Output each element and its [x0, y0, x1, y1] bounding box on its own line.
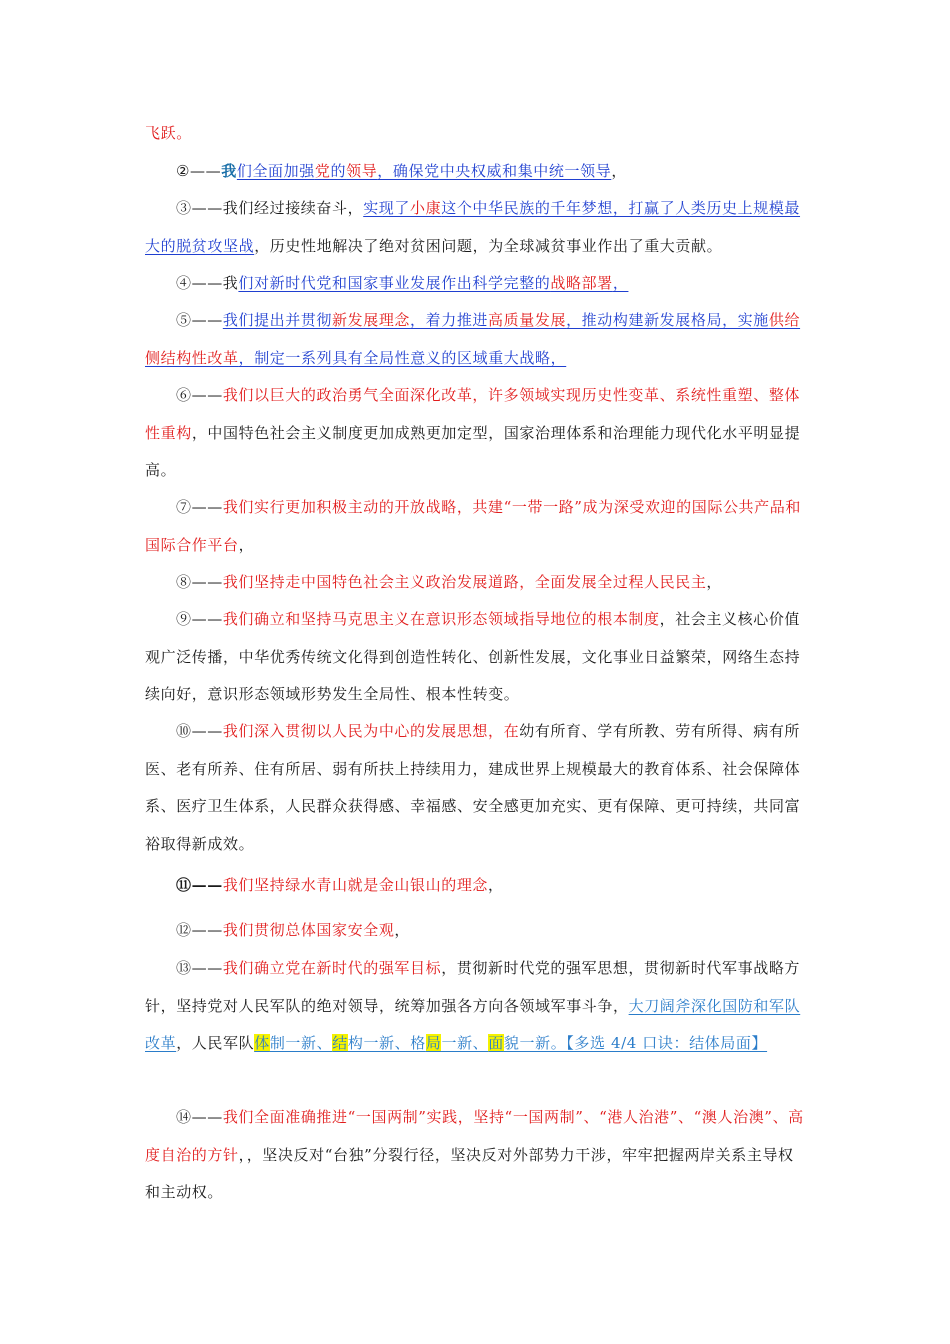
- paragraph-6: [145, 377, 807, 490]
- paragraph-4: [145, 265, 807, 303]
- item-number: ⑫——: [176, 921, 223, 939]
- paragraph-3: [145, 190, 807, 265]
- text-span: 构一新、格: [347, 1034, 426, 1052]
- item-number: ⑪——: [176, 876, 223, 894]
- paragraph-9: [145, 601, 807, 714]
- text-span: 我: [221, 162, 237, 180]
- text-span: ，: [238, 535, 255, 554]
- item-number: ⑦——: [176, 498, 223, 516]
- text-span: 幼有所育、学有所教、劳有所得、病有所医、老有所养、住有所居、弱有所扶上持续用力，建成世界上规模最大的教育体系、社会保障体系、医疗卫生体系，人民群众获得感、幸福感、安全感更加充实、更有保障、更可持续，共同富裕取得新成效。: [145, 722, 801, 853]
- text-span: 我们深入贯彻以人民为中心的发展思想，在: [222, 722, 520, 740]
- text-span: 党: [314, 162, 331, 180]
- paragraph-10: [145, 713, 807, 863]
- text-span: ，确保党中央权威和集中统一领导: [377, 162, 612, 180]
- text-span: 新发展理念: [332, 311, 411, 329]
- text-span: 实现了: [363, 199, 411, 217]
- highlight-mnemonic: 体: [254, 1034, 270, 1052]
- paragraph-7: [145, 489, 807, 564]
- item-number: ⑭——: [176, 1108, 223, 1126]
- text-span: ，: [612, 274, 629, 292]
- text-span: 们对新时代党和国家事业发展作出科学完整的: [238, 274, 551, 292]
- text-span: 貌一新。【多选 4/4 口诀：结体局面】: [503, 1034, 768, 1052]
- text-span: 我们提出并贯彻: [222, 311, 333, 329]
- text-span: ，: [488, 876, 504, 894]
- paragraph-12: [145, 912, 807, 950]
- text-span: 我们坚持绿水青山就是金山银山的理念: [222, 876, 489, 894]
- paragraph-leap: [145, 115, 807, 153]
- highlight-mnemonic: 结: [332, 1034, 348, 1052]
- text-span: 我们确立和坚持马克思主义在意识形态领域指导地位的根本制度: [222, 610, 660, 628]
- text-span: 一新、: [441, 1034, 489, 1052]
- paragraph-14: [145, 1099, 807, 1212]
- text-span: ，历史性地解决了绝对贫困问题，为全球减贫事业作出了重大贡献。: [254, 236, 723, 255]
- text-span: ，中国特色社会主义制度更加成熟更加定型，国家治理体系和治理能力现代化水平明显提高。: [145, 423, 801, 479]
- text-span: 我们确立党在新时代的强军目标: [222, 959, 442, 977]
- item-number: ④——我: [176, 274, 239, 292]
- text-span: ，社会主义核心价值观广泛传播，中华优秀传统文化得到创造性转化、创新性发展，文化事业日益繁荣，网络生态持续向好，意识形态领域形势发生全局性、根本性转变。: [145, 610, 801, 703]
- paragraph-8: [145, 564, 807, 602]
- text-span: ，推动构建新发展格局，实施: [566, 311, 769, 329]
- text-span: 小康: [410, 199, 442, 217]
- text-span: 们全面加强: [236, 162, 315, 180]
- item-number: ⑨——: [176, 610, 223, 628]
- paragraph-11: [145, 867, 807, 905]
- text-span: 这个中华民族的千年梦想，打赢了人类历史上规模最大的脱贫攻坚战: [145, 199, 801, 255]
- highlight-mnemonic: 局: [425, 1034, 442, 1052]
- item-number: ③——我们经过接续奋斗，: [176, 199, 364, 217]
- text-span: 高质量发展: [488, 311, 567, 329]
- text-span: 我们全面准确推进“一国两制”实践，坚持“一国两制”、“港人治港”、“澳人治澳”、高度自治的方针: [145, 1108, 804, 1164]
- text-leap: 飞跃。: [145, 124, 192, 142]
- item-number: ⑧——: [176, 573, 223, 591]
- text-span: ，: [706, 573, 723, 591]
- text-span: 我们坚持走中国特色社会主义政治发展道路，全面发展全过程人民民主: [222, 573, 707, 591]
- paragraph-2: [145, 153, 807, 191]
- text-span: 领导: [346, 162, 378, 180]
- text-span: ，，坚决反对“台独”分裂行径，坚决反对外部势力干涉，牢牢把握两岸关系主导权和主动权。: [145, 1145, 794, 1201]
- text-span: 我们贯彻总体国家安全观: [222, 921, 395, 939]
- text-span: 供给侧结构性改革: [145, 311, 801, 367]
- text-span: 大刀阔斧深化国防和军队改革: [145, 996, 801, 1052]
- item-number: ⑬——: [176, 959, 223, 977]
- highlight-mnemonic: 面: [488, 1034, 504, 1052]
- paragraph-13: [145, 950, 807, 1063]
- text-span: ，: [611, 162, 627, 180]
- item-number: ⑤——: [176, 311, 223, 329]
- text-span: 我们以巨大的政治勇气全面深化改革，许多领域实现历史性变革、系统性重塑、整体性重构: [145, 386, 801, 442]
- item-number: ⑥——: [176, 386, 223, 404]
- text-span: ，贯彻新时代党的强军思想，贯彻新时代军事战略方针，坚持党对人民军队的绝对领导，统筹加强各方向各领域军事斗争，: [145, 959, 801, 1015]
- text-span: 战略部署: [550, 274, 613, 292]
- text-span: 制一新、: [269, 1034, 333, 1052]
- item-number: ②——: [176, 162, 222, 180]
- paragraph-5: [145, 302, 807, 377]
- text-span: 的: [330, 162, 347, 180]
- text-span: ，人民军队: [176, 1034, 255, 1052]
- text-span: ，着力推进: [410, 311, 489, 329]
- text-span: 我们实行更加积极主动的开放战略，共建“一带一路”成为深受欢迎的国际公共产品和国际合作平台: [145, 498, 801, 554]
- text-span: ，: [394, 921, 411, 939]
- text-span: ，制定一系列具有全局性意义的区域重大战略，: [238, 348, 567, 367]
- item-number: ⑩——: [176, 722, 223, 740]
